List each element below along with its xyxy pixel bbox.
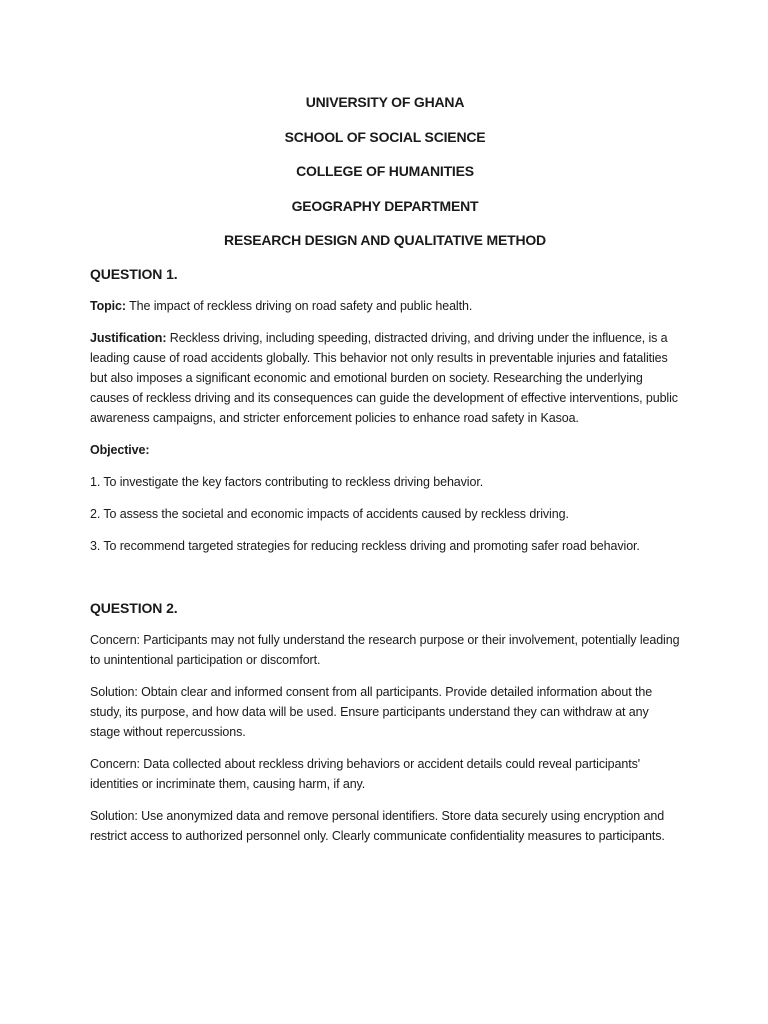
justification-text: Reckless driving, including speeding, distracted driving, and driving under the influence, is a leading cause of road accidents globally. This behavior not only results in preventable injuries and fatalities but also imposes a significant economic and emotional burden on society. Researching the underlying causes of reckless driving and its consequences can guide the development of effective interventions, public awareness campaigns, and stricter enforcement policies to enhance road safety in Kasoa. <box>90 331 678 425</box>
concern-paragraph-1: Concern: Participants may not fully understand the research purpose or their involvement, potentially leading to unintentional participation or discomfort. <box>90 633 680 667</box>
topic-text: The impact of reckless driving on road safety and public health. <box>125 299 473 313</box>
school-title: SCHOOL OF SOCIAL SCIENCE <box>284 128 486 145</box>
solution-paragraph-1: Solution: Obtain clear and informed consent from all participants. Provide detailed information about the study, its purpose, and how data will be used. Ensure participants understand they can withdraw at any stage without repercussions. <box>90 685 653 739</box>
objective-item-2: 2. To assess the societal and economic impacts of accidents caused by reckless driving. <box>90 507 569 521</box>
question-1-section <box>90 264 680 556</box>
justification-paragraph <box>90 328 680 428</box>
topic-paragraph <box>90 296 680 316</box>
objective-label: Objective: <box>90 443 150 457</box>
course-title: RESEARCH DESIGN AND QUALITATIVE METHOD <box>224 232 546 248</box>
objective-item-3: 3. To recommend targeted strategies for reducing reckless driving and promoting safer road behavior. <box>90 539 640 553</box>
justification-label: Justification: <box>90 331 167 345</box>
document-header <box>90 92 680 250</box>
document-page <box>90 92 680 846</box>
question-2-heading: QUESTION 2. <box>90 600 178 616</box>
department-title: GEOGRAPHY DEPARTMENT <box>291 197 479 214</box>
objective-label-paragraph <box>90 440 680 460</box>
question-1-heading: QUESTION 1. <box>90 266 178 282</box>
question-2-section <box>90 598 680 846</box>
college-title: COLLEGE OF HUMANITIES <box>296 163 474 179</box>
objective-item-1: 1. To investigate the key factors contributing to reckless driving behavior. <box>90 475 484 489</box>
topic-label: Topic: <box>90 299 126 313</box>
solution-paragraph-2: Solution: Use anonymized data and remove personal identifiers. Store data securely using encryption and restrict access to authorized personnel only. Clearly communicate confidentiality measures to participants. <box>90 809 665 843</box>
concern-paragraph-2: Concern: Data collected about reckless driving behaviors or accident details could reveal participants' identities or incriminate them, causing harm, if any. <box>90 757 641 791</box>
university-title: UNIVERSITY OF GHANA <box>305 94 465 110</box>
